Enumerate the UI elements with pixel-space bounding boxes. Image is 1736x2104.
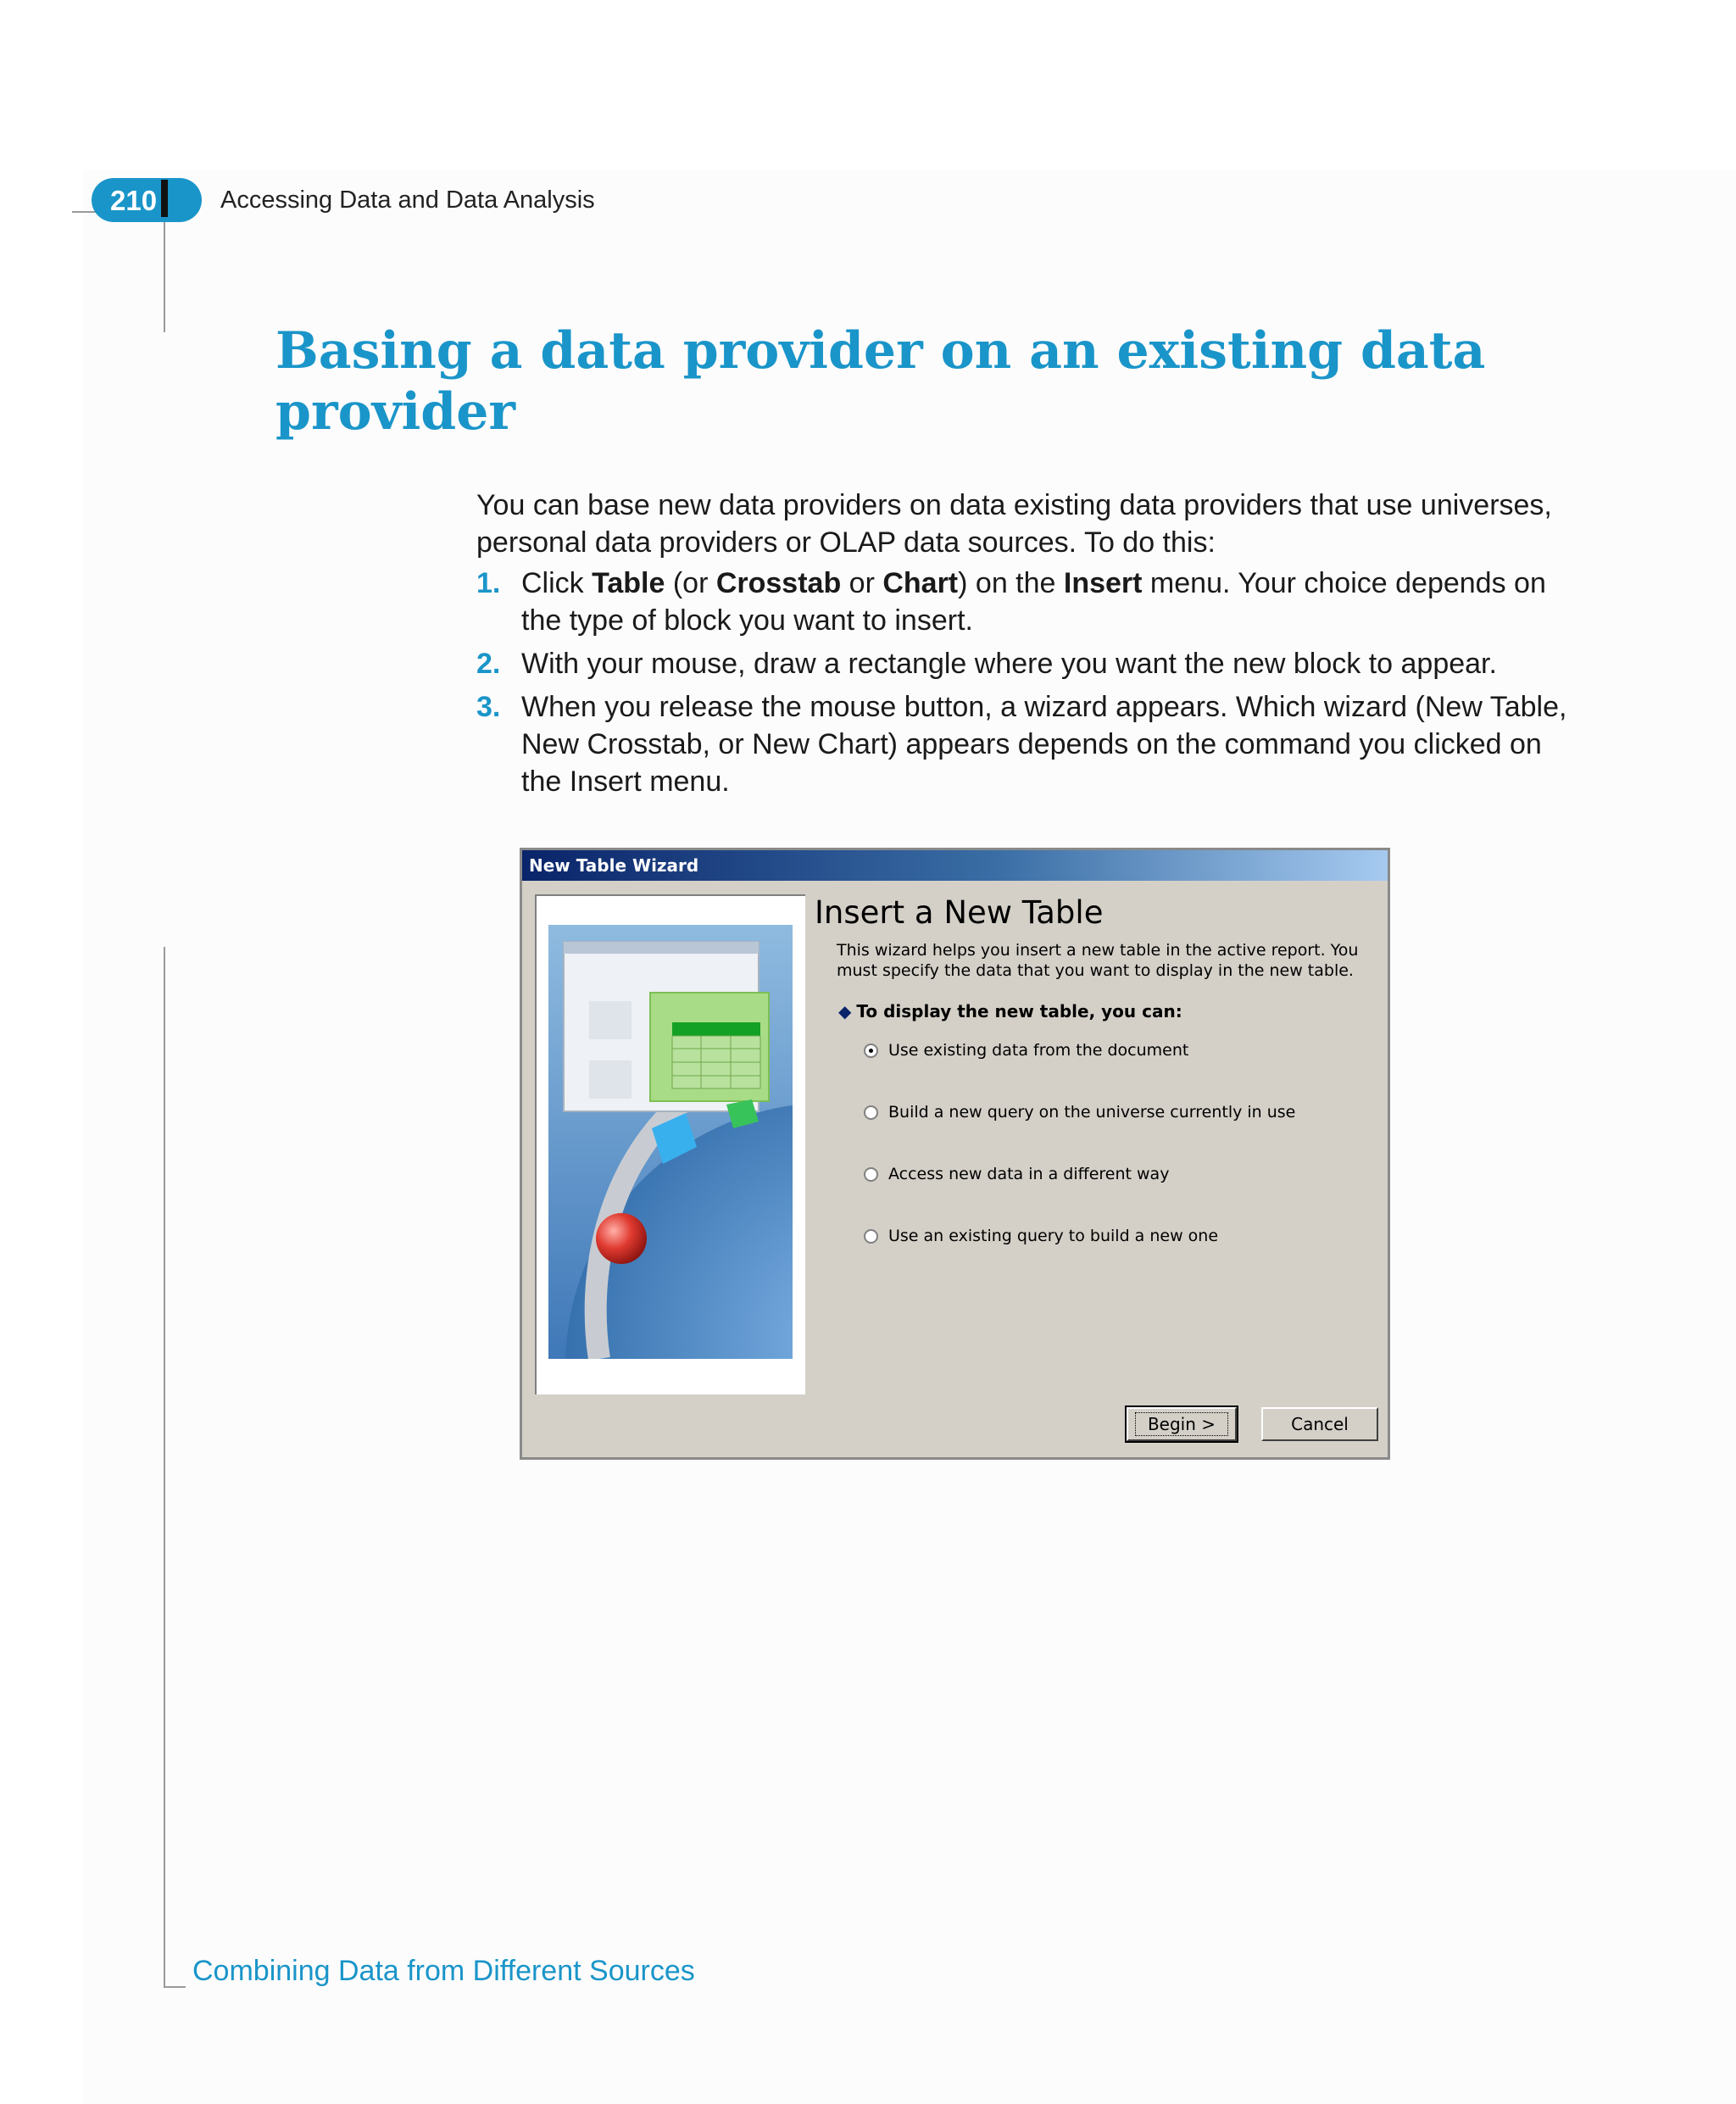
step-text: Click — [521, 567, 593, 599]
page-number: 210 — [110, 185, 158, 216]
footer-chapter-title: Combining Data from Different Sources — [192, 1955, 695, 1987]
steps-list — [476, 565, 1578, 806]
section-title: Basing a data provider on an existing data provider — [275, 321, 1486, 442]
option-label: Use an existing query to build a new one — [888, 1227, 1219, 1245]
step-text: (or — [665, 567, 716, 599]
step-text: With your mouse, draw a rectangle where you want the new block to appear. — [521, 648, 1497, 680]
illustration-table-header — [672, 1022, 760, 1036]
step-text: menu. Your choice depends on the type of block you want to insert. — [521, 567, 1546, 637]
new-table-wizard-dialog — [520, 848, 1390, 1460]
step-number: 3. — [476, 691, 501, 723]
cancel-button[interactable] — [1261, 1407, 1378, 1441]
wizard-illustration — [548, 925, 793, 1359]
step-number: 2. — [476, 648, 501, 680]
begin-button-label: Begin > — [1135, 1412, 1228, 1436]
option-label: Use existing data from the document — [888, 1041, 1189, 1060]
wizard-prompt — [838, 1001, 1182, 1021]
option-access-new-data[interactable] — [864, 1163, 1169, 1185]
margin-rule-bottom — [164, 947, 165, 1988]
step-number: 1. — [476, 567, 501, 599]
step-item — [476, 688, 1578, 800]
option-label: Build a new query on the universe currently in use — [888, 1103, 1296, 1122]
step-item — [476, 565, 1578, 639]
intro-paragraph: You can base new data providers on data existing data providers that use universes, personal data providers or OLAP data sources. To do this: — [476, 489, 1552, 559]
step-keyword-chart: Chart — [882, 567, 959, 599]
page-number-bar — [161, 180, 168, 217]
wizard-window-title: New Table Wizard — [529, 855, 699, 876]
wizard-titlebar[interactable] — [522, 850, 1388, 881]
wizard-prompt-text: To display the new table, you can: — [856, 1001, 1182, 1021]
option-build-new-query[interactable] — [864, 1101, 1295, 1123]
illustration-red-ball — [596, 1213, 647, 1264]
step-keyword-crosstab: Crosstab — [715, 567, 842, 599]
illustration-chart-thumb — [589, 1060, 632, 1099]
step-text: ) on the — [958, 567, 1064, 599]
step-text: or — [841, 567, 883, 599]
step-keyword-table: Table — [592, 567, 665, 599]
diamond-bullet-icon: ◆ — [838, 1001, 852, 1021]
option-use-existing-query[interactable] — [864, 1225, 1218, 1247]
step-item — [476, 645, 1578, 682]
wizard-heading: Insert a New Table — [815, 894, 1104, 931]
footer-rule — [164, 1986, 186, 1988]
radio-button[interactable] — [864, 1229, 878, 1244]
option-use-existing-data[interactable] — [864, 1039, 1188, 1061]
step-keyword-insert: Insert — [1063, 567, 1143, 599]
radio-button[interactable] — [864, 1167, 878, 1182]
radio-button-selected[interactable] — [864, 1044, 878, 1058]
illustration-window-bar — [564, 942, 759, 954]
wizard-description: This wizard helps you insert a new table in the active report. You must specify the data that you want to display in the new table. — [837, 941, 1359, 980]
wizard-illustration-frame — [535, 894, 805, 1394]
step-text: When you release the mouse button, a wizard appears. Which wizard (New Table, New Crosstab, or New Chart) appears depends on the command you clicked on the Insert menu. — [521, 691, 1567, 798]
begin-button[interactable] — [1127, 1407, 1237, 1441]
illustration-chart-thumb — [589, 1001, 632, 1039]
running-head: Accessing Data and Data Analysis — [220, 186, 595, 214]
cancel-button-label: Cancel — [1291, 1414, 1349, 1434]
option-label: Access new data in a different way — [888, 1165, 1170, 1183]
radio-button[interactable] — [864, 1105, 878, 1120]
